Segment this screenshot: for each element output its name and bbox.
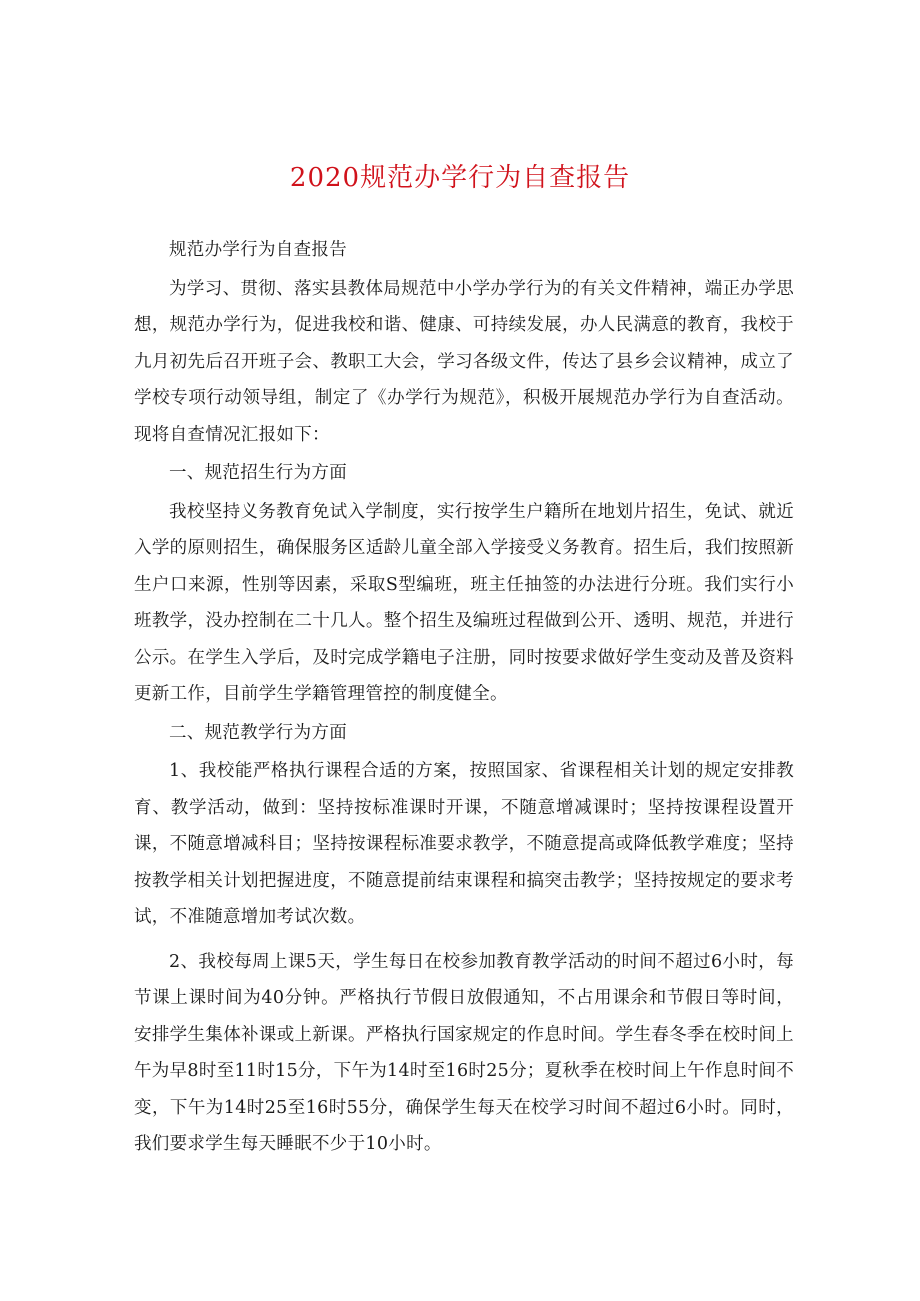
intro-paragraph: 为学习、贯彻、落实县教体局规范中小学办学行为的有关文件精神，端正办学思想，规范办学行为，促进我校和谐、健康、可持续发展，办人民满意的教育，我校于九月初先后召开班子会、教职工大会，学习各级文件，传达了县乡会议精神，成立了学校专项行动领导组，制定了《办学行为规范》，积极开展规范办学行为自查活动。现将自查情况汇报如下：: [134, 278, 794, 445]
teaching-paragraph-2: 2、我校每周上课5天，学生每日在校参加教育教学活动的时间不超过6小时，每节课上课时间为40分钟。严格执行节假日放假通知，不占用课余和节假日等时间，安排学生集体补课或上新课。严格执行国家规定的作息时间。学生春冬季在校时间上午为早8时至11时15分，下午为14时至16时25分；夏秋季在校时间上午作息时间不变，下午为14时25至16时55分，确保学生每天在校学习时间不超过6小时。同时，我们要求学生每天睡眠不少于10小时。: [134, 951, 794, 1154]
document-title: 2020规范办学行为自查报告: [289, 163, 631, 193]
teaching-paragraph-1: 1、我校能严格执行课程合适的方案，按照国家、省课程相关计划的规定安排教育、教学活动，做到：坚持按标准课时开课，不随意增减课时；坚持按课程设置开课，不随意增减科目；坚持按课程标准要求教学，不随意提高或降低教学难度；坚持按教学相关计划把握进度，不随意提前结束课程和搞突击教学；坚持按规定的要求考试，不准随意增加考试次数。: [134, 761, 794, 927]
report-subtitle: 规范办学行为自查报告: [169, 240, 347, 260]
document-body: [134, 232, 794, 1163]
section-heading-teaching: 二、规范教学行为方面: [169, 722, 347, 743]
section-heading-enrollment: 一、规范招生行为方面: [169, 463, 347, 483]
enrollment-paragraph: 我校坚持义务教育免试入学制度，实行按学生户籍所在地划片招生，免试、就近入学的原则招生，确保服务区适龄儿童全部入学接受义务教育。招生后，我们按照新生户口来源，性别等因素，采取S型编班，班主任抽签的办法进行分班。我们实行小班教学，没办控制在二十几人。整个招生及编班过程做到公开、透明、规范，并进行公示。在学生入学后，及时完成学籍电子注册，同时按要求做好学生变动及普及资料更新工作，目前学生学籍管理管控的制度健全。: [134, 501, 794, 704]
